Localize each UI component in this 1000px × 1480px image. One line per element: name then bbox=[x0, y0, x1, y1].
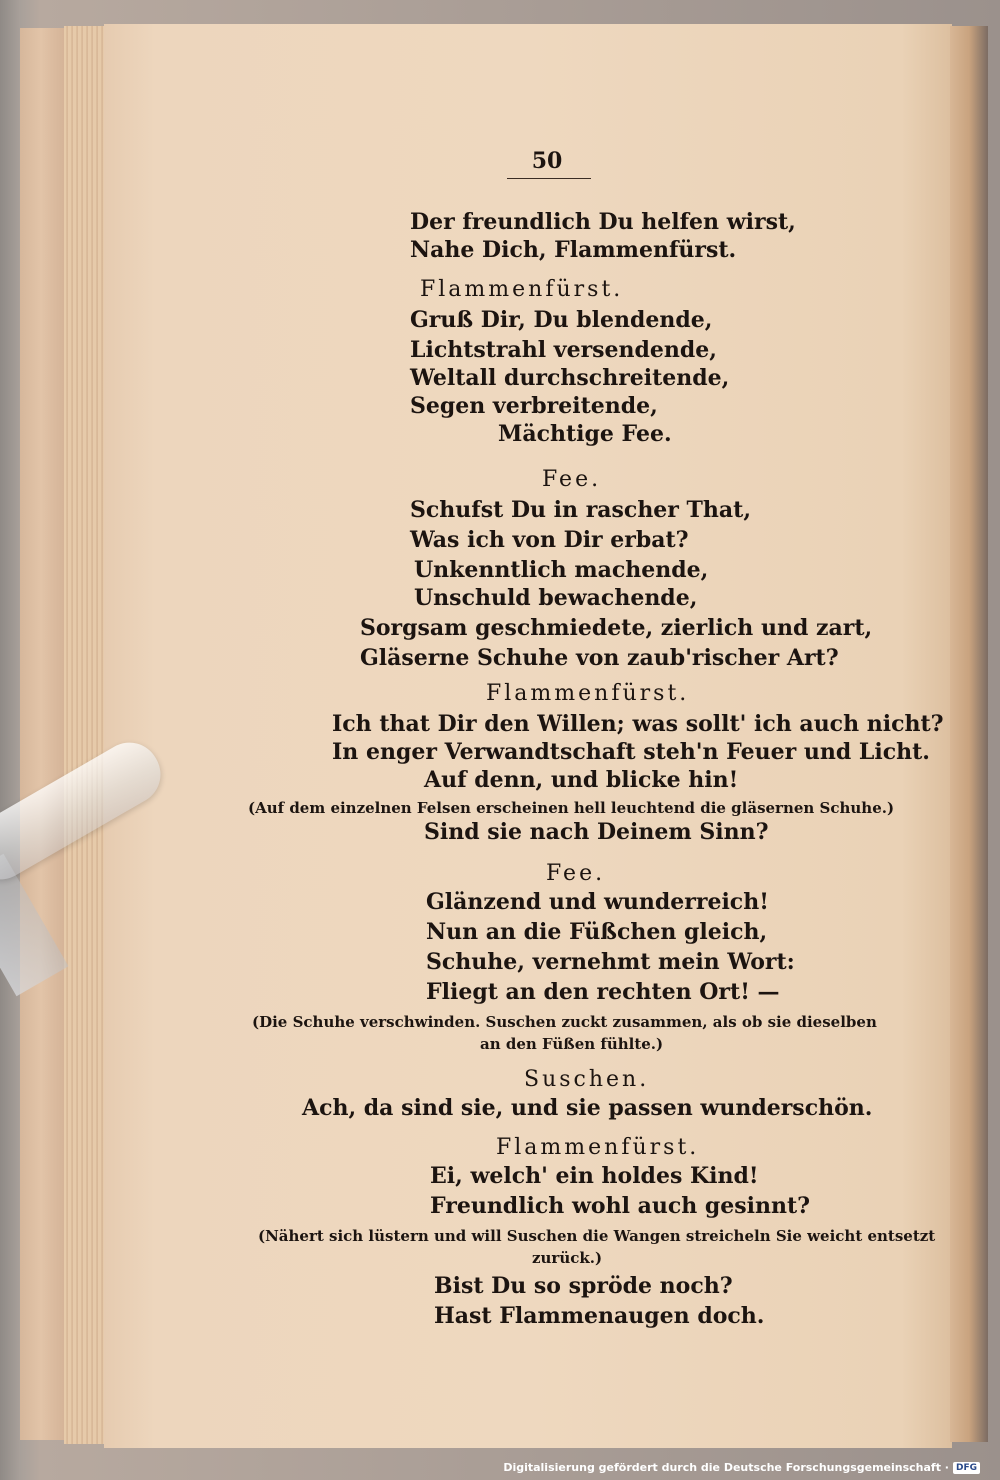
text-line: Schuhe, vernehmt mein Wort: bbox=[426, 949, 795, 975]
stage-direction: (Auf dem einzelnen Felsen erscheinen hell leuchtend die gläsernen Schuhe.) bbox=[248, 799, 895, 817]
footer-text: Digitalisierung gefördert durch die Deutsche Forschungsgemeinschaft · bbox=[503, 1461, 949, 1474]
stage-direction: zurück.) bbox=[532, 1249, 603, 1267]
text-line: Gruß Dir, Du blendende, bbox=[410, 307, 713, 333]
stage-direction: (Nähert sich lüstern und will Suschen die Wangen streicheln Sie weicht entsetzt bbox=[258, 1227, 936, 1245]
text-line: Ich that Dir den Willen; was sollt' ich auch nicht? bbox=[332, 711, 944, 737]
speaker-name: Suschen. bbox=[524, 1067, 650, 1092]
text-line: Was ich von Dir erbat? bbox=[410, 527, 689, 553]
speaker-name: Fee. bbox=[542, 467, 602, 492]
speaker-name: Flammenfürst. bbox=[496, 1135, 700, 1160]
text-line: Auf denn, und blicke hin! bbox=[424, 767, 739, 793]
text-line: Sind sie nach Deinem Sinn? bbox=[424, 819, 769, 845]
text-line: Weltall durchschreitende, bbox=[410, 365, 730, 391]
text-line: Bist Du so spröde noch? bbox=[434, 1273, 733, 1299]
text-line: Lichtstrahl versendende, bbox=[410, 337, 717, 363]
digitization-footer bbox=[503, 1461, 980, 1474]
text-line: In enger Verwandtschaft steh'n Feuer und Licht. bbox=[332, 739, 930, 765]
text-line: Schufst Du in rascher That, bbox=[410, 497, 751, 523]
text-line: Der freundlich Du helfen wirst, bbox=[410, 209, 796, 235]
dfg-logo: DFG bbox=[953, 1462, 980, 1474]
speaker-name: Fee. bbox=[546, 861, 606, 886]
text-line: Hast Flammenaugen doch. bbox=[434, 1303, 765, 1329]
text-line: Nun an die Füßchen gleich, bbox=[426, 919, 768, 945]
speaker-name: Flammenfürst. bbox=[486, 681, 690, 706]
page-number: 50 bbox=[531, 148, 563, 174]
text-line: Sorgsam geschmiedete, zierlich und zart, bbox=[360, 615, 873, 641]
text-line: Mächtige Fee. bbox=[498, 421, 672, 447]
stage-direction: an den Füßen fühlte.) bbox=[480, 1035, 664, 1053]
text-line: Unschuld bewachende, bbox=[414, 585, 698, 611]
text-line: Ei, welch' ein holdes Kind! bbox=[430, 1163, 759, 1189]
text-line: Gläserne Schuhe von zaub'rischer Art? bbox=[360, 645, 839, 671]
text-line: Unkenntlich machende, bbox=[414, 557, 709, 583]
book-right-edge bbox=[950, 26, 988, 1442]
text-line: Ach, da sind sie, und sie passen wunderschön. bbox=[302, 1095, 873, 1121]
page-stack-edge bbox=[64, 26, 109, 1444]
speaker-name: Flammenfürst. bbox=[420, 277, 624, 302]
text-line: Segen verbreitende, bbox=[410, 393, 658, 419]
text-line: Freundlich wohl auch gesinnt? bbox=[430, 1193, 811, 1219]
page-number-rule bbox=[507, 178, 591, 179]
text-line: Glänzend und wunderreich! bbox=[426, 889, 769, 915]
text-line: Nahe Dich, Flammenfürst. bbox=[410, 237, 737, 263]
text-line: Fliegt an den rechten Ort! — bbox=[426, 979, 780, 1005]
stage-direction: (Die Schuhe verschwinden. Suschen zuckt zusammen, als ob sie dieselben bbox=[252, 1013, 877, 1031]
